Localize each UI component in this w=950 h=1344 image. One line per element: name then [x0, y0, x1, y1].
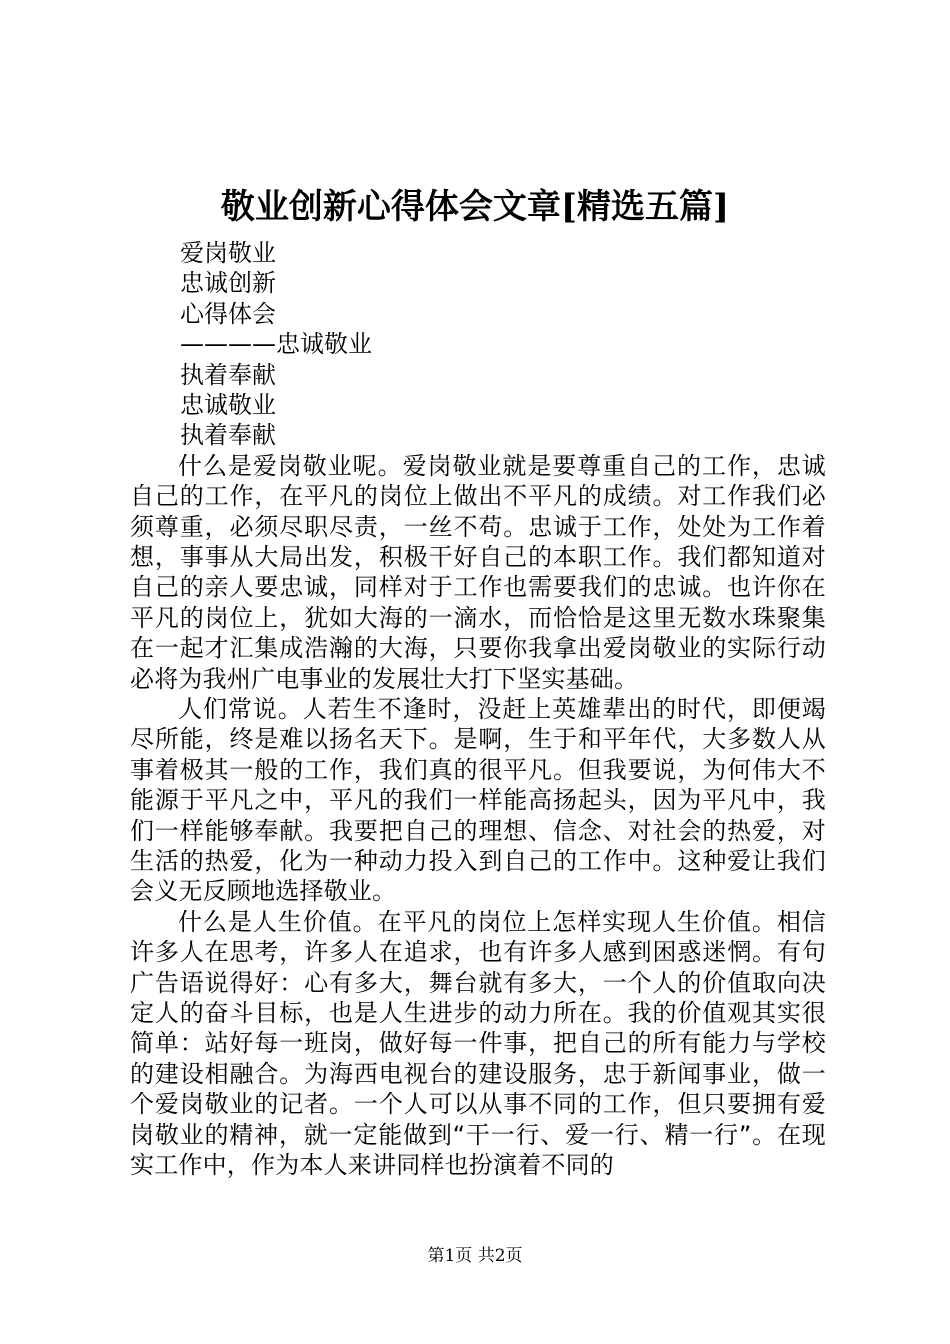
body-paragraph: 人们常说。人若生不逢时，没赶上英雄辈出的时代，即便竭尽所能，终是难以扬名天下。是啊，生于和平年代，大多数人从事着极其一般的工作，我们真的很平凡。但我要说，为何伟大不能源于平凡之中，平凡的我们一样能高扬起头，因为平凡中，我们一样能够奉献。我要把自己的理想、信念、对社会的热爱，对生活的热爱，化为一种动力投入到自己的工作中。这种爱让我们会义无反顾地选择敬业。	[130, 694, 826, 906]
document-title: 敬业创新心得体会文章[精选五篇]	[220, 187, 730, 227]
document-body	[130, 238, 826, 1180]
short-line: 执着奉献	[180, 421, 276, 450]
short-line: 心得体会	[180, 299, 276, 328]
short-line: 执着奉献	[180, 360, 276, 389]
short-line: ————忠诚敬业	[180, 330, 372, 359]
body-paragraph: 什么是爱岗敬业呢。爱岗敬业就是要尊重自己的工作，忠诚自己的工作，在平凡的岗位上做出不平凡的成绩。对工作我们必须尊重，必须尽职尽责，一丝不苟。忠诚于工作，处处为工作着想，事事从大局出发，积极干好自己的本职工作。我们都知道对自己的亲人要忠诚，同样对于工作也需要我们的忠诚。也许你在平凡的岗位上，犹如大海的一滴水，而恰恰是这里无数水珠聚集在一起才汇集成浩瀚的大海，只要你我拿出爱岗敬业的实际行动必将为我州广电事业的发展壮大打下坚实基础。	[130, 451, 826, 693]
short-line: 爱岗敬业	[180, 239, 276, 267]
body-paragraph: 什么是人生价值。在平凡的岗位上怎样实现人生价值。相信许多人在思考，许多人在追求，也有许多人感到困惑迷惘。有句广告语说得好：心有多大，舞台就有多大，一个人的价值取向决定人的奋斗目标，也是人生进步的动力所在。我的价值观其实很简单：站好每一班岗，做好每一件事，把自己的所有能力与学校的建设相融合。为海西电视台的建设服务，忠于新闻事业，做一个爱岗敬业的记者。一个人可以从事不同的工作，但只要拥有爱岗敬业的精神，就一定能做到“干一行、爱一行、精一行”。在现实工作中，作为本人来讲同样也扮演着不同的	[130, 907, 826, 1180]
short-line: 忠诚创新	[180, 269, 276, 298]
page-footer: 第1页 共2页	[427, 1246, 523, 1266]
short-line: 忠诚敬业	[180, 390, 276, 419]
